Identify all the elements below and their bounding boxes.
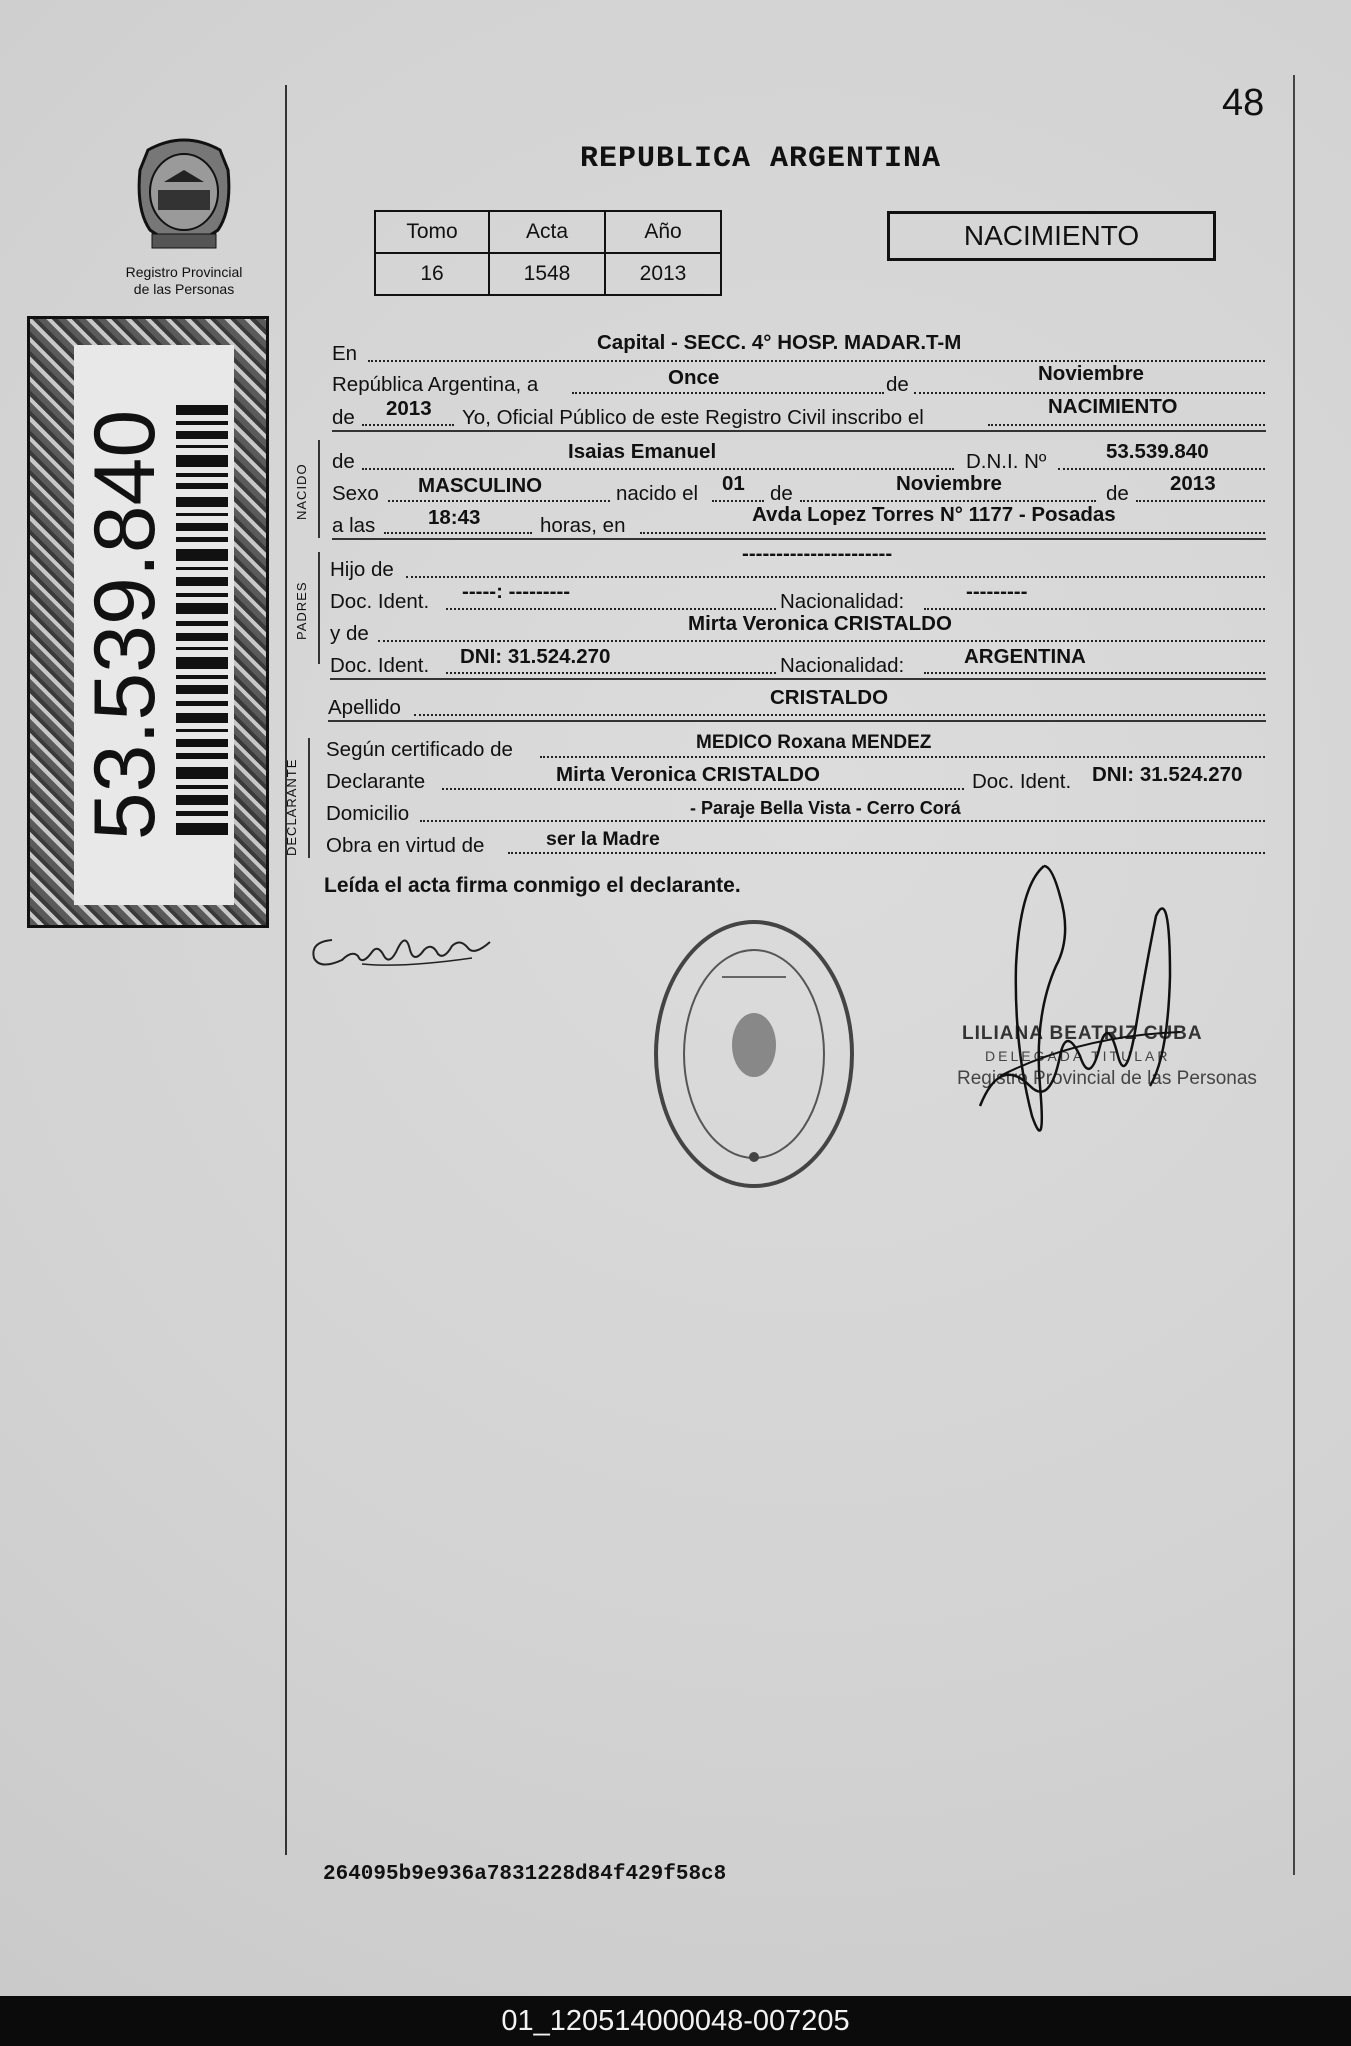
label-en: En xyxy=(332,342,358,365)
value-obra: ser la Madre xyxy=(546,828,660,850)
value-declarante-doc: DNI: 31.524.270 xyxy=(1092,763,1243,786)
registry-caption-line1: Registro Provincial xyxy=(125,264,243,280)
table-header-acta: Acta xyxy=(489,211,605,253)
label-nacido-el: nacido el xyxy=(616,482,699,505)
label-doc-ident-1: Doc. Ident. xyxy=(330,590,430,613)
table-header-tomo: Tomo xyxy=(375,211,489,253)
value-padre: ---------------------- xyxy=(742,542,893,565)
registry-caption xyxy=(108,264,260,298)
officer-signature-icon xyxy=(960,856,1190,1166)
value-certificado: MEDICO Roxana MENDEZ xyxy=(696,732,932,753)
declarant-signature-icon xyxy=(302,920,502,976)
label-nacionalidad-1: Nacionalidad: xyxy=(780,590,905,613)
barcode-label xyxy=(27,316,269,928)
barcode-icon xyxy=(176,405,228,845)
footer-filename: 01_120514000048-007205 xyxy=(0,1996,1351,2046)
label-obra: Obra en virtud de xyxy=(326,834,485,857)
closing-statement: Leída el acta firma conmigo el declarante. xyxy=(324,874,741,897)
value-anio: 2013 xyxy=(386,397,432,420)
value-madre-doc: DNI: 31.524.270 xyxy=(460,645,611,668)
value-madre-nac: ARGENTINA xyxy=(964,645,1086,668)
label-doc-ident-2: Doc. Ident. xyxy=(330,654,430,677)
volume-table xyxy=(374,210,722,296)
section-divider xyxy=(332,430,1266,432)
value-dia: Once xyxy=(668,366,720,389)
table-cell-anio: 2013 xyxy=(605,253,721,295)
table-cell-acta: 1548 xyxy=(489,253,605,295)
label-de-start: de xyxy=(332,406,355,429)
value-dni: 53.539.840 xyxy=(1106,440,1209,463)
side-label-declarante: DECLARANTE xyxy=(284,758,299,856)
label-nacionalidad-2: Nacionalidad: xyxy=(780,654,905,677)
value-nacido-mes: Noviembre xyxy=(896,472,1002,495)
officer-name: LILIANA BEATRIZ CUBA xyxy=(962,1023,1203,1044)
label-y-de: y de xyxy=(330,622,369,645)
field-line xyxy=(572,372,884,394)
value-nacido-dia: 01 xyxy=(722,472,745,495)
barcode-number: 53.539.840 xyxy=(77,409,173,841)
label-de-dia: de xyxy=(770,482,793,505)
value-domicilio: - Paraje Bella Vista - Cerro Corá xyxy=(690,798,961,818)
label-a-las: a las xyxy=(332,514,376,537)
section-bracket xyxy=(308,738,310,858)
right-margin-line xyxy=(1293,75,1295,1875)
officer-office: Registro Provincial de las Personas xyxy=(957,1068,1257,1089)
label-hijo-de: Hijo de xyxy=(330,558,394,581)
section-bracket xyxy=(318,552,320,664)
label-domicilio: Domicilio xyxy=(326,802,410,825)
value-lugar-nacimiento: Avda Lopez Torres N° 1177 - Posadas xyxy=(752,503,1116,526)
document-heading: REPUBLICA ARGENTINA xyxy=(580,142,942,176)
side-label-padres: PADRES xyxy=(294,581,309,640)
side-label-nacido: NACIDO xyxy=(294,463,309,520)
value-mes: Noviembre xyxy=(1038,362,1144,385)
table-cell-tomo: 16 xyxy=(375,253,489,295)
section-divider xyxy=(330,678,1266,680)
value-padre-doc: -----: --------- xyxy=(462,580,571,603)
label-de-nombre: de xyxy=(332,450,355,473)
value-apellido: CRISTALDO xyxy=(770,686,889,709)
record-type-box: NACIMIENTO xyxy=(887,211,1216,261)
official-stamp-icon xyxy=(652,917,857,1192)
value-nacido-anio: 2013 xyxy=(1170,472,1216,495)
label-segun-certificado: Según certificado de xyxy=(326,738,513,761)
value-hora: 18:43 xyxy=(428,506,481,529)
label-sexo: Sexo xyxy=(332,482,379,505)
label-republica: República Argentina, a xyxy=(332,373,539,396)
section-divider xyxy=(332,538,1266,540)
label-dni: D.N.I. Nº xyxy=(966,450,1047,473)
left-margin-line xyxy=(285,85,287,1855)
document-hash: 264095b9e936a7831228d84f429f58c8 xyxy=(323,1863,727,1886)
label-de-anio: de xyxy=(1106,482,1129,505)
value-madre: Mirta Veronica CRISTALDO xyxy=(688,612,952,635)
value-padre-nac: --------- xyxy=(966,580,1028,603)
value-nombre: Isaias Emanuel xyxy=(568,440,717,463)
label-yo-oficial: Yo, Oficial Público de este Registro Civil inscribo el xyxy=(462,406,924,429)
section-divider xyxy=(328,720,1266,722)
label-doc-ident-3: Doc. Ident. xyxy=(972,770,1072,793)
table-header-anio: Año xyxy=(605,211,721,253)
label-apellido: Apellido xyxy=(328,696,401,719)
value-sexo: MASCULINO xyxy=(418,474,543,497)
label-declarante: Declarante xyxy=(326,770,426,793)
section-bracket xyxy=(318,440,320,538)
registry-caption-line2: de las Personas xyxy=(133,281,235,297)
officer-title: DELEGADA TITULAR xyxy=(985,1048,1171,1064)
value-acto: NACIMIENTO xyxy=(1048,395,1178,418)
value-declarante: Mirta Veronica CRISTALDO xyxy=(556,763,820,786)
label-horas-en: horas, en xyxy=(540,514,626,537)
province-seal-icon xyxy=(128,130,240,260)
page-number: 48 xyxy=(1222,82,1265,124)
label-de: de xyxy=(886,373,909,396)
barcode-panel xyxy=(74,345,234,905)
value-lugar: Capital - SECC. 4° HOSP. MADAR.T-M xyxy=(597,331,962,354)
